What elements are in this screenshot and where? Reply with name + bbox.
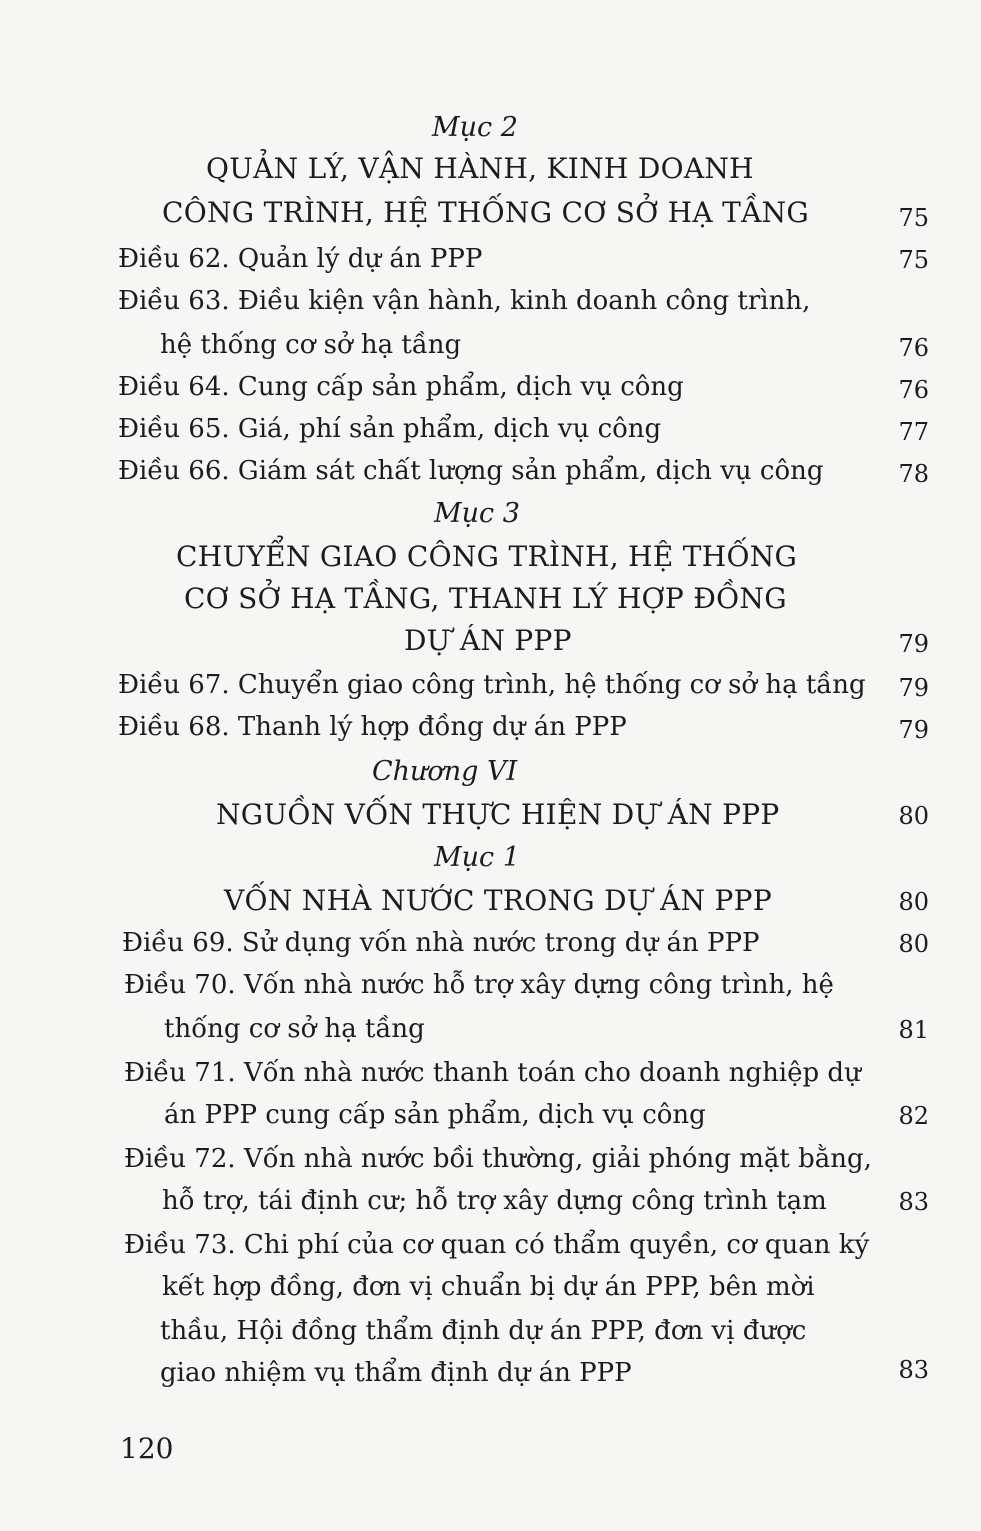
page-number-ref: 76 [898,334,929,362]
page-number-ref: 80 [898,802,929,830]
toc-entry-continuation: kết hợp đồng, đơn vị chuẩn bị dự án PPP, bên mời [162,1272,815,1302]
toc-entry-continuation: thống cơ sở hạ tầng [164,1014,425,1044]
section-title-line: CÔNG TRÌNH, HỆ THỐNG CƠ SỞ HẠ TẦNG [162,196,810,229]
page-number-ref: 83 [898,1356,929,1384]
toc-entry: Điều 71. Vốn nhà nước thanh toán cho doanh nghiệp dự [124,1058,861,1088]
toc-entry-continuation: giao nhiệm vụ thẩm định dự án PPP [160,1358,632,1388]
section-title-line: DỰ ÁN PPP [404,624,572,657]
toc-entry: Điều 63. Điều kiện vận hành, kinh doanh công trình, [118,286,811,316]
toc-entry: Điều 67. Chuyển giao công trình, hệ thống cơ sở hạ tầng [118,670,866,700]
page-number-ref: 79 [898,716,929,744]
page-number-ref: 78 [898,460,929,488]
toc-entry: Điều 73. Chi phí của cơ quan có thẩm quyền, cơ quan ký [124,1230,870,1260]
page-number-ref: 79 [898,630,929,658]
toc-entry-continuation: hỗ trợ, tái định cư; hỗ trợ xây dựng công trình tạm [162,1186,827,1216]
section-title-line: CHUYỂN GIAO CÔNG TRÌNH, HỆ THỐNG [176,540,798,573]
toc-entry-continuation: hệ thống cơ sở hạ tầng [160,330,462,360]
page-number-ref: 82 [898,1102,929,1130]
section-heading-muc-1: Mục 1 [434,842,520,873]
toc-entry: Điều 65. Giá, phí sản phẩm, dịch vụ công [118,414,662,444]
toc-entry: Điều 69. Sử dụng vốn nhà nước trong dự án PPP [122,928,760,958]
section-heading-muc-3: Mục 3 [434,498,520,529]
page-number-ref: 80 [898,888,929,916]
toc-entry-continuation: thầu, Hội đồng thẩm định dự án PPP, đơn vị được [160,1316,807,1346]
page-number-ref: 75 [898,204,929,232]
section-title-line: CƠ SỞ HẠ TẦNG, THANH LÝ HỢP ĐỒNG [184,582,787,615]
page-number-ref: 83 [898,1188,929,1216]
page-number-ref: 77 [898,418,929,446]
toc-entry: Điều 66. Giám sát chất lượng sản phẩm, dịch vụ công [118,456,824,486]
toc-entry: Điều 64. Cung cấp sản phẩm, dịch vụ công [118,372,684,402]
chapter-title: NGUỒN VỐN THỰC HIỆN DỰ ÁN PPP [216,798,780,831]
toc-entry: Điều 62. Quản lý dự án PPP [118,244,483,274]
page-number: 120 [120,1432,174,1465]
toc-entry: Điều 70. Vốn nhà nước hỗ trợ xây dựng công trình, hệ [124,970,834,1000]
page-number-ref: 76 [898,376,929,404]
section-title: VỐN NHÀ NƯỚC TRONG DỰ ÁN PPP [224,884,772,917]
toc-entry: Điều 72. Vốn nhà nước bồi thường, giải phóng mặt bằng, [124,1144,872,1174]
page-number-ref: 79 [898,674,929,702]
toc-entry: Điều 68. Thanh lý hợp đồng dự án PPP [118,712,627,742]
section-heading-muc-2: Mục 2 [432,112,518,143]
page-number-ref: 80 [898,930,929,958]
toc-entry-continuation: án PPP cung cấp sản phẩm, dịch vụ công [164,1100,706,1130]
section-title-line: QUẢN LÝ, VẬN HÀNH, KINH DOANH [206,152,754,185]
page-number-ref: 75 [898,246,929,274]
chapter-heading: Chương VI [372,756,518,787]
page-number-ref: 81 [898,1016,929,1044]
